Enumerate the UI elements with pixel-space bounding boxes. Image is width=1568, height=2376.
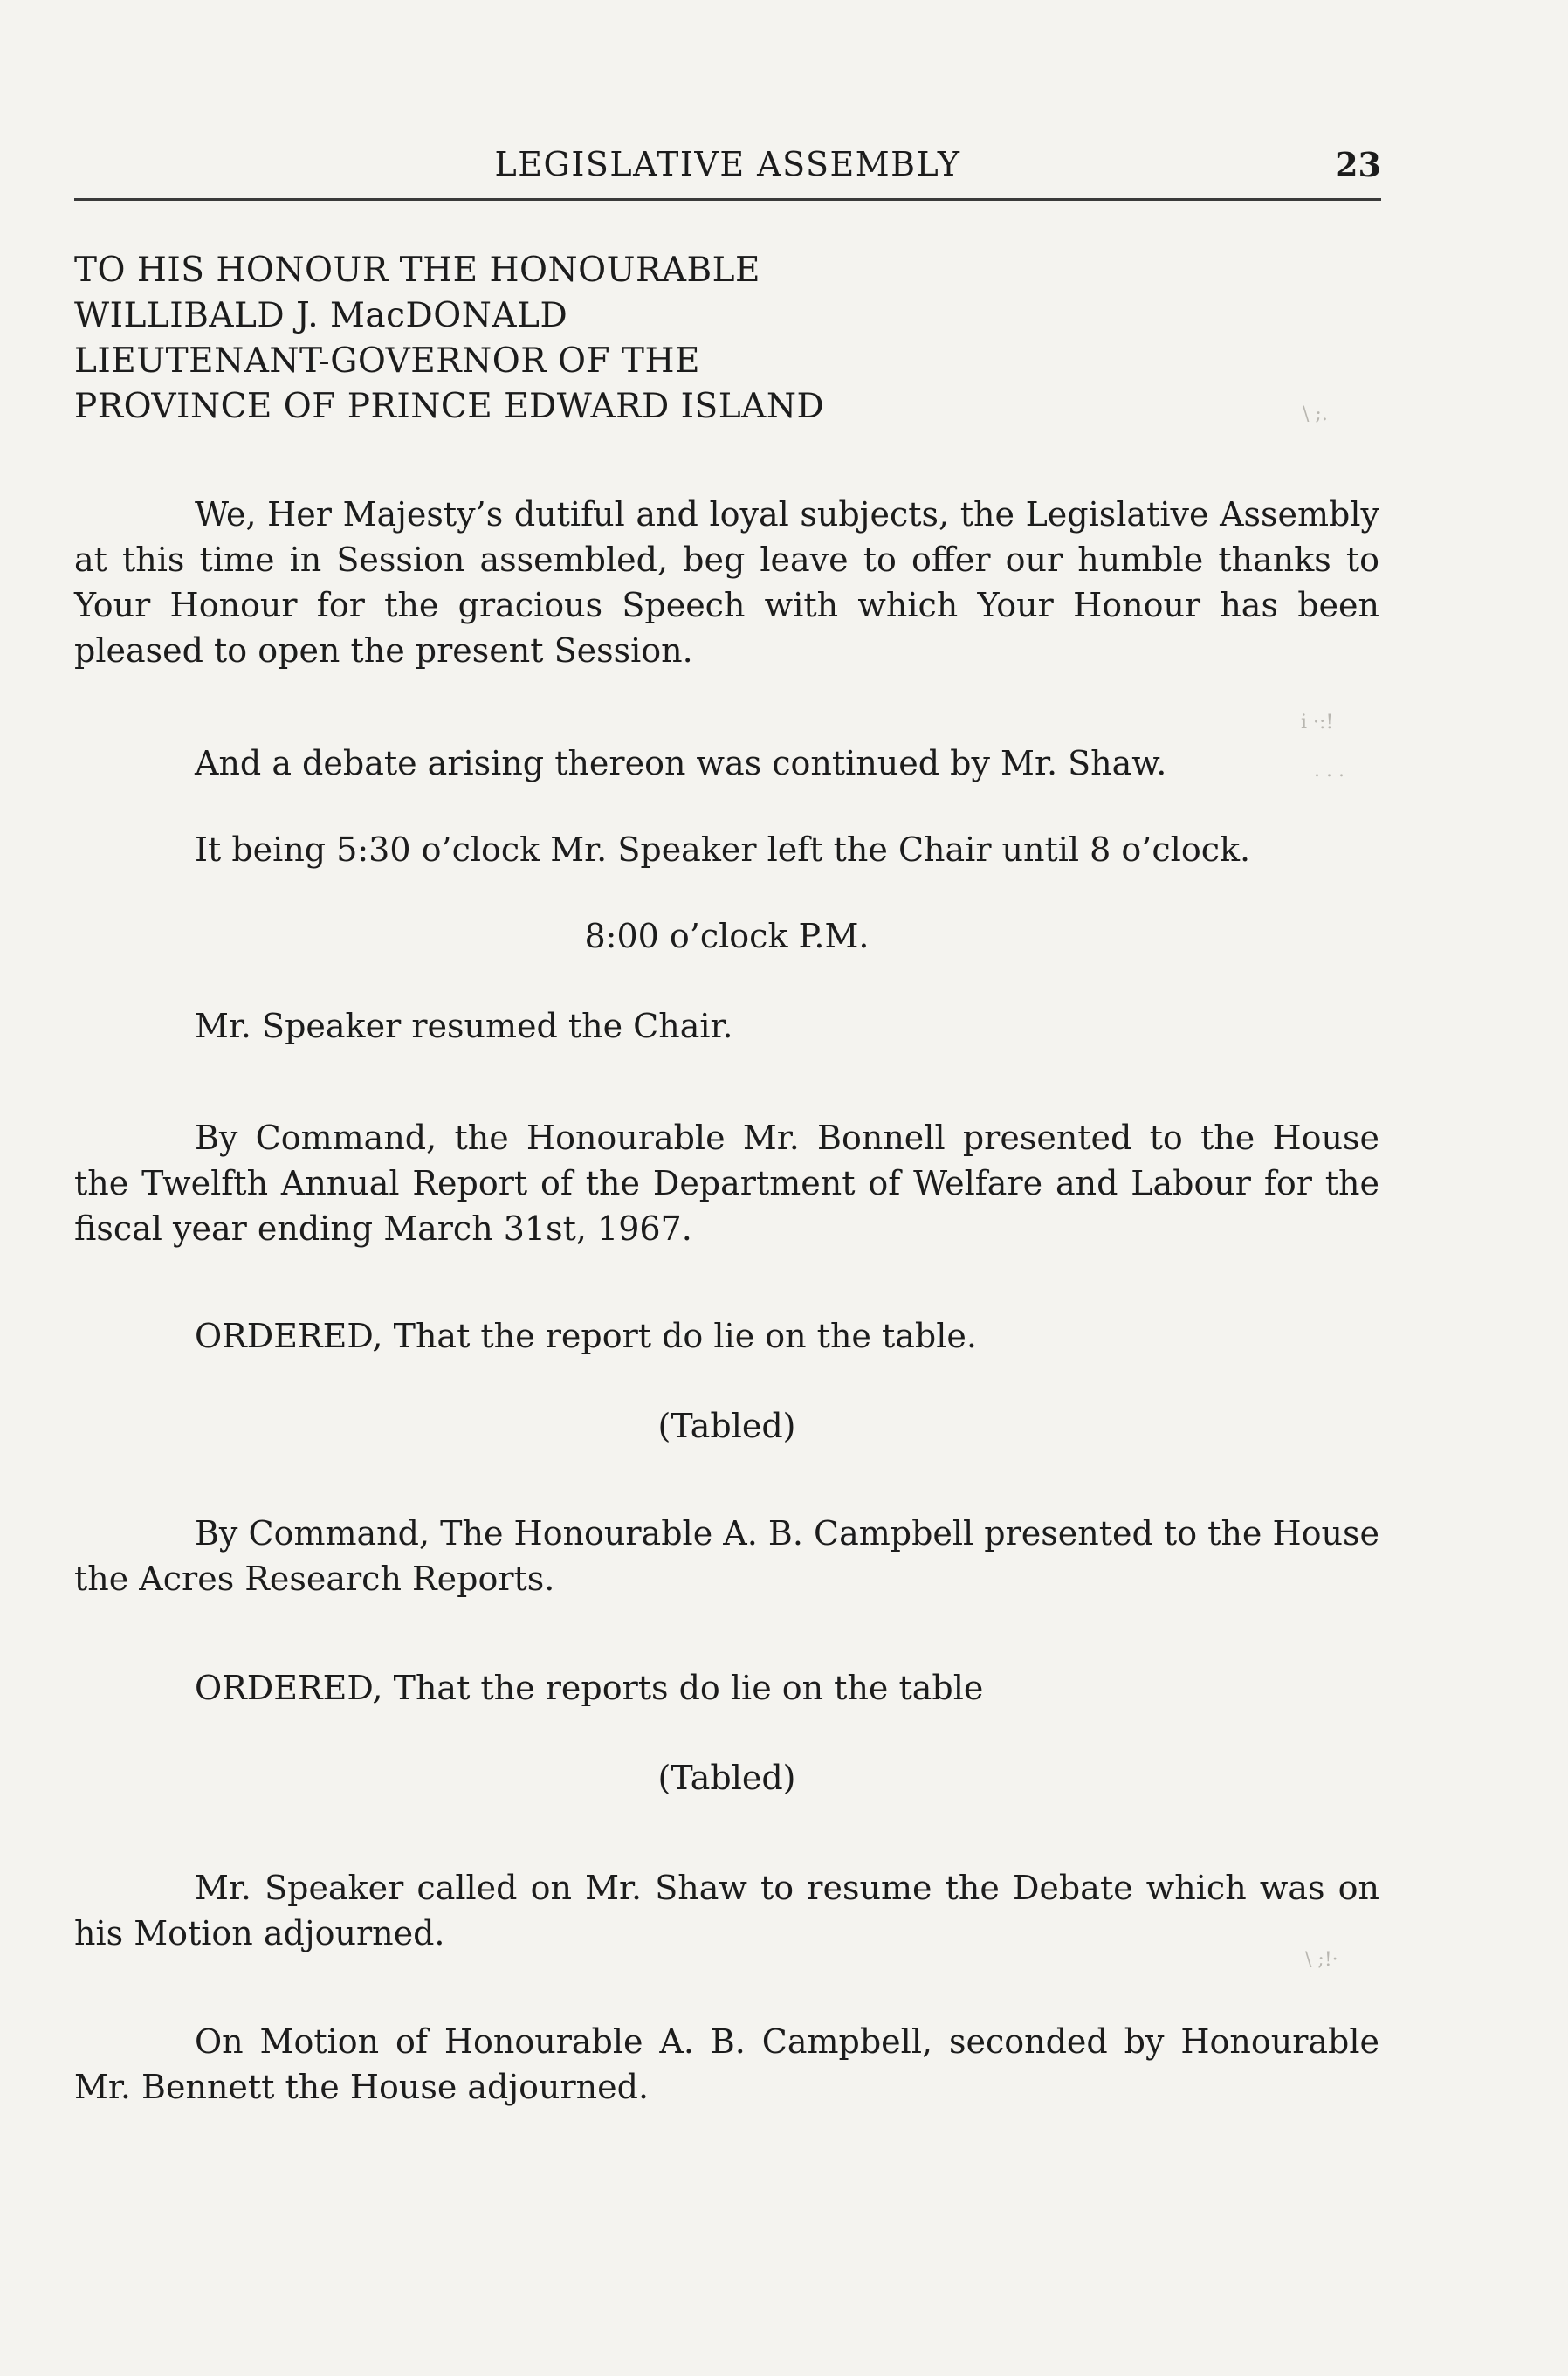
page-number: 23 [1335,145,1381,184]
addressee-line: PROVINCE OF PRINCE EDWARD ISLAND [74,387,825,426]
recess-block [74,827,1379,872]
addressee-line: WILLIBALD J. MacDONALD [74,296,568,335]
debate-block [74,740,1379,786]
ordered-report: ORDERED, That the report do lie on the table. [195,1317,977,1355]
ordered-reports: ORDERED, That the reports do lie on the table [195,1669,984,1707]
address-paragraph-block [74,492,1379,673]
adjournment-block [74,2019,1379,2110]
ordered-1-block [74,1313,1379,1359]
header-rule [74,198,1381,201]
debate-continued: And a debate arising thereon was continued by Mr. Shaw. [195,744,1167,782]
tabled-note: (Tabled) [657,1759,796,1797]
resume-debate: Mr. Speaker called on Mr. Shaw to resume the Debate which was on his Motion adjourned. [74,1869,1379,1952]
addressee-line: LIEUTENANT-GOVERNOR OF THE [74,341,700,381]
header-title: LEGISLATIVE ASSEMBLY [494,145,961,183]
addressee-line: TO HIS HONOUR THE HONOURABLE [74,251,761,290]
speaker-resumed-block [74,1003,1379,1049]
speaker-resumed: Mr. Speaker resumed the Chair. [195,1007,733,1045]
recess-line: It being 5:30 o’clock Mr. Speaker left the Chair until 8 o’clock. [195,830,1251,869]
scan-speck: . . . [1314,760,1344,782]
tabled-2-block [74,1755,1379,1801]
tabled-1-block [74,1403,1379,1449]
bonnell-report: By Command, the Honourable Mr. Bonnell presented to the House the Twelfth Annual Report of the Department of Welfare and Labour for the fiscal year ending March 31st, 1967. [74,1119,1379,1248]
scan-speck: \ ;. [1303,403,1328,425]
scan-speck: \ ;!· [1305,1949,1338,1971]
running-header [74,145,1381,197]
adjournment: On Motion of Honourable A. B. Campbell, seconded by Honourable Mr. Bennett the House adjourned. [74,2022,1379,2106]
scan-speck: i ·:! [1301,712,1334,733]
bonnell-report-block [74,1115,1379,1251]
tabled-note: (Tabled) [657,1407,796,1445]
resume-debate-block [74,1865,1379,1956]
addressee-block [74,248,1122,430]
campbell-report: By Command, The Honourable A. B. Campbell presented to the House the Acres Research Reports. [74,1514,1379,1598]
ordered-2-block [74,1665,1379,1711]
evening-time: 8:00 o’clock P.M. [584,917,870,955]
evening-time-block [74,913,1379,959]
address-paragraph: We, Her Majesty’s dutiful and loyal subjects, the Legislative Assembly at this time in Session assembled, beg leave to offer our humble thanks to Your Honour for the gracious Speech with which Your Honour has been pleased to open the present Session. [74,495,1379,670]
campbell-report-block [74,1511,1379,1601]
